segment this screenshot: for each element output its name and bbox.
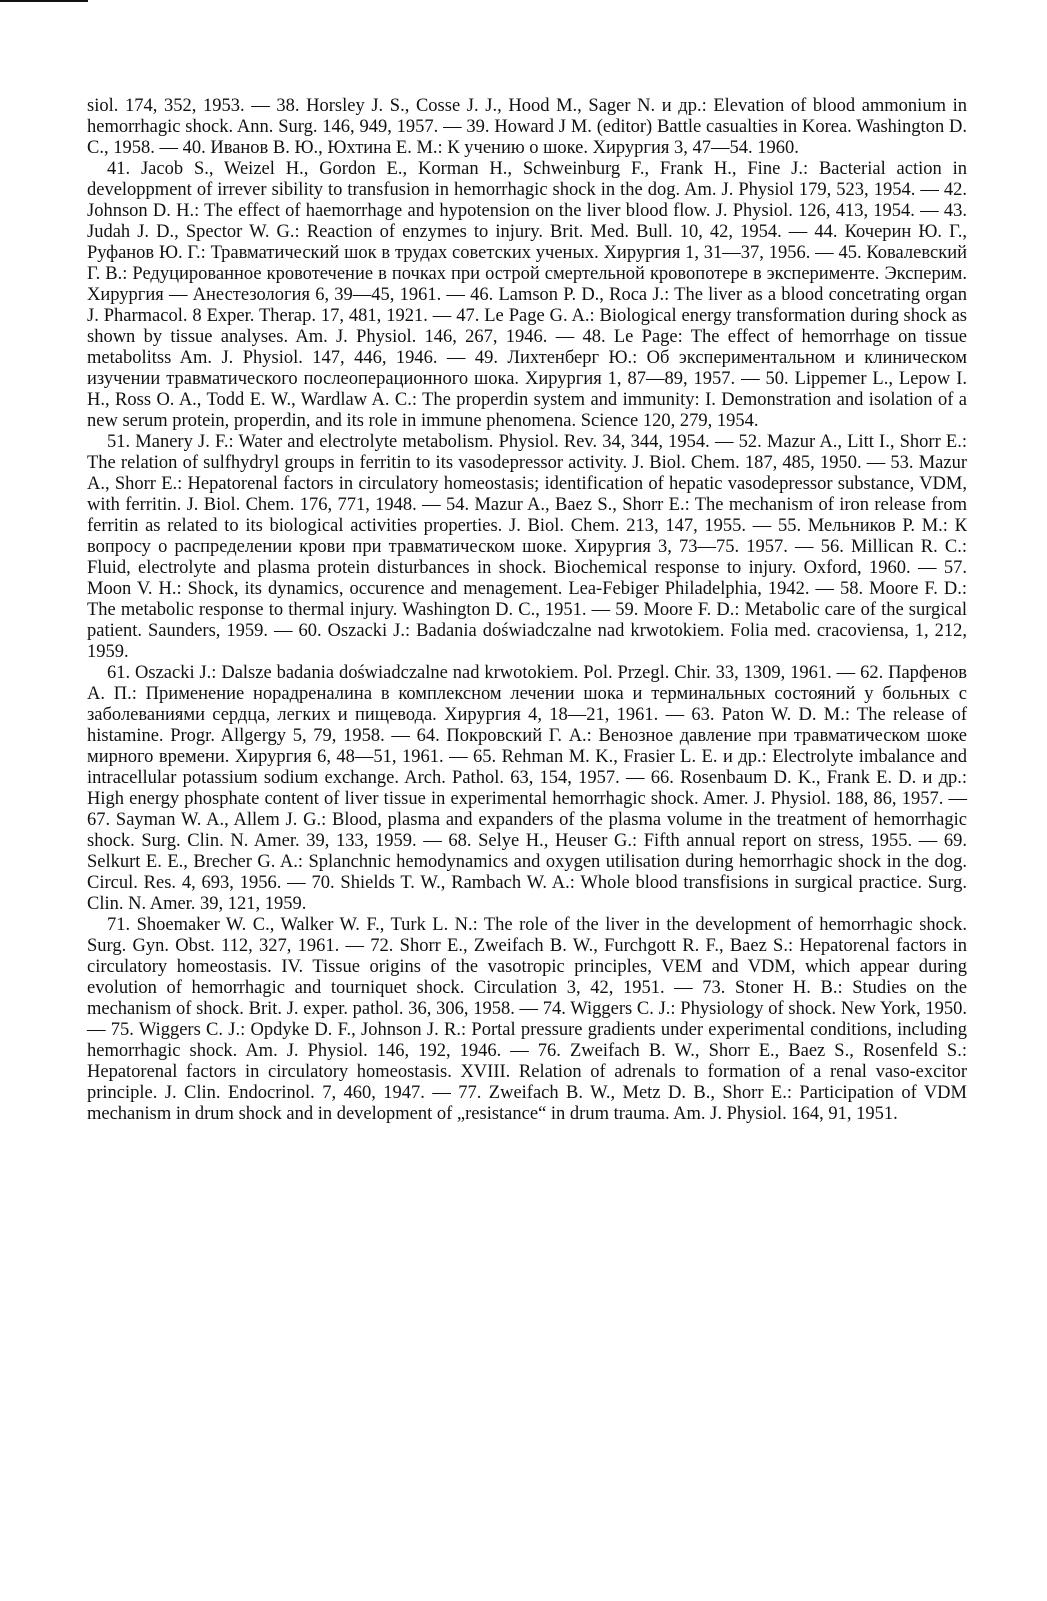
references-text: 41. Jacob S., Weizel H., Gordon E., Korman H., Schweinburg F., Frank H., Fine J.: Bacterial action in developpment of irrever sibility to transfusion in hemorrhagic shock in the dog. Am. J. Physiol 179, 523, 1954. — 42. Johnson D. H.: The effect of haemorrhage and hypotension on the liver blood flow. J. Physiol. 126, 413, 1954. — 43. Judah J. D., Spector W. G.: Reaction of enzymes to injury. Brit. Med. Bull. 10, 42, 1954. — 44. Кочерин Ю. Г., Руфанов Ю. Г.: Травматический шок в трудах советских ученых. Хирургия 1, 31—37, 1956. — 45. Ковалевский Г. В.: Редуцированное кровотечение в почках при острой смертельной кровопотере в эксперименте. Эксперим. Хирургия — Анестезология 6, 39—45, 1961. — 46. Lamson P. D., Roca J.: The liver as a blood concetrating organ J. Pharmacol. 8 Exper. Therap. 17, 481, 1921. — 47. Le Page G. A.: Biological energy transformation during shock as shown by tissue analyses. Am. J. Physiol. 146, 267, 1946. — 48. Le Page: The effect of hemorrhage on tissue metabolitss Am. J. Physiol. 147, 446, 1946. — 49. Лихтенберг Ю.: Об экспериментальном и клиническом изучении травматического послеоперационного шока. Хирургия 1, 87—89, 1957. — 50. Lippemer L., Lepow I. H., Ross O. A., Todd E. W., Wardlaw A. C.: The properdin system and immunity: I. Demonstration and isolation of a new serum protein, properdin, and its role in immune phenomena. Science 120, 279, 1954. <box>87 159 967 431</box>
top-rule <box>0 0 88 2</box>
references-paragraph-61-70 <box>87 663 967 915</box>
references-paragraph-71-77 <box>87 915 967 1125</box>
references-paragraph-cont-37-40 <box>87 96 967 159</box>
references-text: 71. Shoemaker W. C., Walker W. F., Turk L. N.: The role of the liver in the development of hemorrhagic shock. Surg. Gyn. Obst. 112, 327, 1961. — 72. Shorr E., Zweifach B. W., Furchgott R. F., Baez S.: Hepatorenal factors in circulatory homeostasis. IV. Tissue origins of the vasotropic principles, VEM and VDM, which appear during evolution of hemorrhagic and tourniquet shock. Circulation 3, 42, 1951. — 73. Stoner H. B.: Studies on the mechanism of shock. Brit. J. exper. pathol. 36, 306, 1958. — 74. Wiggers C. J.: Physiology of shock. New York, 1950. — 75. Wiggers C. J.: Opdyke D. F., Johnson J. R.: Portal pressure gradients under experimental conditions, including hemorrhagic shock. Am. J. Physiol. 146, 192, 1946. — 76. Zweifach B. W., Shorr E., Baez S., Rosenfeld S.: Hepatorenal factors in circulatory homeostasis. XVIII. Relation of adrenals to formation of a renal vaso-excitor principle. J. Clin. Endocrinol. 7, 460, 1947. — 77. Zweifach B. W., Metz D. B., Shorr E.: Participation of VDM mechanism in drum shock and in development of „resistance“ in drum trauma. Am. J. Physiol. 164, 91, 1951. <box>87 915 967 1124</box>
references-text: 51. Manery J. F.: Water and electrolyte metabolism. Physiol. Rev. 34, 344, 1954. — 52. Mazur A., Litt I., Shorr E.: The relation of sulfhydryl groups in ferritin to its vasodepressor activity. J. Biol. Chem. 187, 485, 1950. — 53. Mazur A., Shorr E.: Hepatorenal factors in circulatory homeostasis; identification of hepatic vasodepressor substance, VDM, with ferritin. J. Biol. Chem. 176, 771, 1948. — 54. Mazur A., Baez S., Shorr E.: The mechanism of iron release from ferritin as related to its biological activities properties. J. Biol. Chem. 213, 147, 1955. — 55. Мельников Р. М.: К вопросу о распределении крови при травматическом шоке. Хирургия 3, 73—75. 1957. — 56. Millican R. C.: Fluid, electrolyte and plasma protein disturbances in shock. Biochemical response to injury. Oxford, 1960. — 57. Moon V. H.: Shock, its dynamics, occurence and menagement. Lea-Febiger Philadelphia, 1942. — 58. Moore F. D.: The metabolic response to thermal injury. Washington D. C., 1951. — 59. Moore F. D.: Metabolic care of the surgical patient. Saunders, 1959. — 60. Oszacki J.: Badania doświadczalne nad krwotokiem. Folia med. cracoviensa, 1, 212, 1959. <box>87 432 967 662</box>
references-text: siol. 174, 352, 1953. — 38. Horsley J. S., Cosse J. J., Hood M., Sager N. и др.: Elevation of blood ammonium in hemorrhagic shock. Ann. Surg. 146, 949, 1957. — 39. Howard J M. (editor) Battle casualties in Korea. Washington D. C., 1958. — 40. Иванов В. Ю., Юхтина Е. М.: К учению о шоке. Хирургия 3, 47—54. 1960. <box>87 96 967 158</box>
references-text: 61. Oszacki J.: Dalsze badania doświadczalne nad krwotokiem. Pol. Przegl. Chir. 33, 1309, 1961. — 62. Парфенов А. П.: Применение норадреналина в комплексном лечении шока и терминальных состояний у больных с заболеваниями сердца, легких и пищевода. Хирургия 4, 18—21, 1961. — 63. Paton W. D. M.: The release of histamine. Progr. Allgergy 5, 79, 1958. — 64. Покровский Г. А.: Венозное давление при травматическом шоке мирного времени. Хирургия 6, 48—51, 1961. — 65. Rehman M. K., Frasier L. E. и др.: Electrolyte imbalance and intracellular potassium sodium exchange. Arch. Pathol. 63, 154, 1957. — 66. Rosenbaum D. K., Frank E. D. и др.: High energy phosphate content of liver tissue in experimental hemorrhagic shock. Amer. J. Physiol. 188, 86, 1957. — 67. Sayman W. A., Allem J. G.: Blood, plasma and expanders of the plasma volume in the treatment of hemorrhagic shock. Surg. Clin. N. Amer. 39, 133, 1959. — 68. Selye H., Heuser G.: Fifth annual report on stress, 1955. — 69. Selkurt E. E., Brecher G. A.: Splanchnic hemodynamics and oxygen utilisation during hemorrhagic shock in the dog. Circul. Res. 4, 693, 1956. — 70. Shields T. W., Rambach W. A.: Whole blood transfisions in surgical practice. Surg. Clin. N. Amer. 39, 121, 1959. <box>87 663 967 914</box>
reference-list <box>87 96 967 1125</box>
references-paragraph-41-50 <box>87 159 967 432</box>
references-paragraph-51-60 <box>87 432 967 663</box>
